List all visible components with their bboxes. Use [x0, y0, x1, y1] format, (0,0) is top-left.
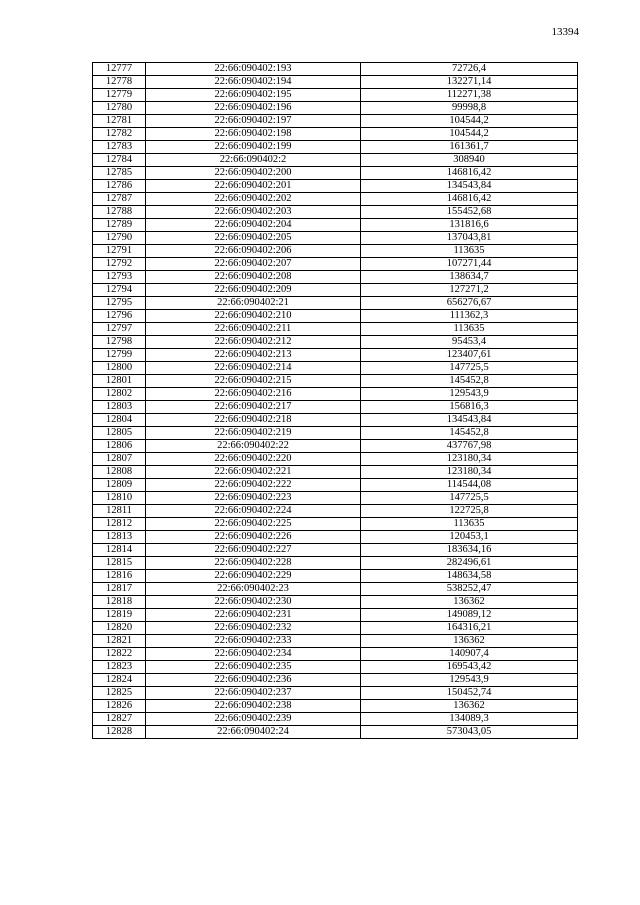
cadastral-number-cell: 22:66:090402:204	[146, 219, 361, 232]
cadastral-number-cell: 22:66:090402:220	[146, 453, 361, 466]
row-number-cell: 12790	[93, 232, 146, 245]
row-number-cell: 12779	[93, 89, 146, 102]
cadastral-number-cell: 22:66:090402:195	[146, 89, 361, 102]
row-number-cell: 12808	[93, 466, 146, 479]
cadastral-number-cell: 22:66:090402:215	[146, 375, 361, 388]
cadastral-value-cell: 113635	[361, 518, 578, 531]
table-row	[93, 388, 578, 401]
cadastral-number-cell: 22:66:090402:208	[146, 271, 361, 284]
cadastral-value-cell: 308940	[361, 154, 578, 167]
cadastral-value-cell: 99998,8	[361, 102, 578, 115]
cadastral-number-cell: 22:66:090402:235	[146, 661, 361, 674]
cadastral-value-cell: 107271,44	[361, 258, 578, 271]
cadastral-value-cell: 147725,5	[361, 362, 578, 375]
cadastral-number-cell: 22:66:090402:225	[146, 518, 361, 531]
cadastral-number-cell: 22:66:090402:196	[146, 102, 361, 115]
table-row	[93, 89, 578, 102]
table-row	[93, 726, 578, 739]
table-row	[93, 362, 578, 375]
table-row	[93, 544, 578, 557]
row-number-cell: 12816	[93, 570, 146, 583]
cadastral-value-cell: 95453,4	[361, 336, 578, 349]
row-number-cell: 12820	[93, 622, 146, 635]
table-row	[93, 310, 578, 323]
cadastral-number-cell: 22:66:090402:24	[146, 726, 361, 739]
row-number-cell: 12787	[93, 193, 146, 206]
cadastral-value-cell: 129543,9	[361, 388, 578, 401]
cadastral-value-cell: 123180,34	[361, 466, 578, 479]
cadastral-number-cell: 22:66:090402:197	[146, 115, 361, 128]
table-row	[93, 622, 578, 635]
row-number-cell: 12822	[93, 648, 146, 661]
row-number-cell: 12802	[93, 388, 146, 401]
cadastral-value-cell: 132271,14	[361, 76, 578, 89]
row-number-cell: 12800	[93, 362, 146, 375]
table-row	[93, 479, 578, 492]
cadastral-number-cell: 22:66:090402:231	[146, 609, 361, 622]
table-row	[93, 349, 578, 362]
row-number-cell: 12796	[93, 310, 146, 323]
cadastral-number-cell: 22:66:090402:238	[146, 700, 361, 713]
table-row	[93, 141, 578, 154]
cadastral-value-cell: 120453,1	[361, 531, 578, 544]
table-row	[93, 154, 578, 167]
row-number-cell: 12810	[93, 492, 146, 505]
row-number-cell: 12786	[93, 180, 146, 193]
table-row	[93, 609, 578, 622]
table-row	[93, 206, 578, 219]
row-number-cell: 12806	[93, 440, 146, 453]
cadastral-number-cell: 22:66:090402:229	[146, 570, 361, 583]
cadastral-value-cell: 183634,16	[361, 544, 578, 557]
cadastral-value-cell: 156816,3	[361, 401, 578, 414]
table-row	[93, 492, 578, 505]
row-number-cell: 12828	[93, 726, 146, 739]
row-number-cell: 12783	[93, 141, 146, 154]
cadastral-value-cell: 169543,42	[361, 661, 578, 674]
cadastral-value-cell: 127271,2	[361, 284, 578, 297]
cadastral-number-cell: 22:66:090402:201	[146, 180, 361, 193]
row-number-cell: 12784	[93, 154, 146, 167]
row-number-cell: 12807	[93, 453, 146, 466]
table-row	[93, 284, 578, 297]
cadastral-number-cell: 22:66:090402:210	[146, 310, 361, 323]
row-number-cell: 12778	[93, 76, 146, 89]
cadastral-number-cell: 22:66:090402:194	[146, 76, 361, 89]
page-number: 13394	[551, 26, 579, 38]
cadastral-value-cell: 149089,12	[361, 609, 578, 622]
table-row	[93, 102, 578, 115]
cadastral-number-cell: 22:66:090402:198	[146, 128, 361, 141]
cadastral-value-cell: 145452,8	[361, 375, 578, 388]
cadastral-value-cell: 123407,61	[361, 349, 578, 362]
cadastral-value-cell: 112271,38	[361, 89, 578, 102]
table-row	[93, 596, 578, 609]
row-number-cell: 12792	[93, 258, 146, 271]
row-number-cell: 12817	[93, 583, 146, 596]
table-row	[93, 518, 578, 531]
cadastral-number-cell: 22:66:090402:218	[146, 414, 361, 427]
cadastral-value-cell: 145452,8	[361, 427, 578, 440]
cadastral-number-cell: 22:66:090402:213	[146, 349, 361, 362]
row-number-cell: 12819	[93, 609, 146, 622]
cadastral-number-cell: 22:66:090402:227	[146, 544, 361, 557]
cadastral-number-cell: 22:66:090402:234	[146, 648, 361, 661]
cadastral-number-cell: 22:66:090402:206	[146, 245, 361, 258]
table-row	[93, 258, 578, 271]
row-number-cell: 12818	[93, 596, 146, 609]
cadastral-value-cell: 137043,81	[361, 232, 578, 245]
table-row	[93, 63, 578, 76]
cadastral-value-cell: 136362	[361, 635, 578, 648]
row-number-cell: 12805	[93, 427, 146, 440]
cadastral-number-cell: 22:66:090402:212	[146, 336, 361, 349]
cadastral-value-cell: 538252,47	[361, 583, 578, 596]
cadastral-number-cell: 22:66:090402:228	[146, 557, 361, 570]
row-number-cell: 12803	[93, 401, 146, 414]
table-body	[93, 63, 578, 739]
row-number-cell: 12793	[93, 271, 146, 284]
row-number-cell: 12780	[93, 102, 146, 115]
cadastral-number-cell: 22:66:090402:202	[146, 193, 361, 206]
cadastral-number-cell: 22:66:090402:233	[146, 635, 361, 648]
cadastral-value-cell: 111362,3	[361, 310, 578, 323]
row-number-cell: 12821	[93, 635, 146, 648]
cadastral-value-cell: 104544,2	[361, 128, 578, 141]
table-row	[93, 531, 578, 544]
table-row	[93, 661, 578, 674]
table-row	[93, 245, 578, 258]
table-row	[93, 232, 578, 245]
cadastral-number-cell: 22:66:090402:232	[146, 622, 361, 635]
row-number-cell: 12789	[93, 219, 146, 232]
cadastral-number-cell: 22:66:090402:207	[146, 258, 361, 271]
row-number-cell: 12815	[93, 557, 146, 570]
table-row	[93, 271, 578, 284]
cadastral-number-cell: 22:66:090402:22	[146, 440, 361, 453]
cadastral-number-cell: 22:66:090402:230	[146, 596, 361, 609]
cadastral-value-cell: 131816,6	[361, 219, 578, 232]
table-row	[93, 648, 578, 661]
cadastral-number-cell: 22:66:090402:200	[146, 167, 361, 180]
row-number-cell: 12781	[93, 115, 146, 128]
row-number-cell: 12827	[93, 713, 146, 726]
row-number-cell: 12785	[93, 167, 146, 180]
table-row	[93, 505, 578, 518]
cadastral-number-cell: 22:66:090402:219	[146, 427, 361, 440]
table-row	[93, 115, 578, 128]
cadastral-value-cell: 122725,8	[361, 505, 578, 518]
table-row	[93, 297, 578, 310]
cadastral-number-cell: 22:66:090402:23	[146, 583, 361, 596]
cadastral-value-cell: 134543,84	[361, 180, 578, 193]
cadastral-value-cell: 134543,84	[361, 414, 578, 427]
cadastral-number-cell: 22:66:090402:226	[146, 531, 361, 544]
row-number-cell: 12824	[93, 674, 146, 687]
row-number-cell: 12798	[93, 336, 146, 349]
cadastral-number-cell: 22:66:090402:237	[146, 687, 361, 700]
cadastral-value-cell: 136362	[361, 596, 578, 609]
cadastral-value-cell: 129543,9	[361, 674, 578, 687]
table-row	[93, 414, 578, 427]
table-row	[93, 323, 578, 336]
table-row	[93, 401, 578, 414]
cadastral-value-cell: 140907,4	[361, 648, 578, 661]
cadastral-number-cell: 22:66:090402:239	[146, 713, 361, 726]
cadastral-number-cell: 22:66:090402:216	[146, 388, 361, 401]
row-number-cell: 12826	[93, 700, 146, 713]
cadastral-value-cell: 104544,2	[361, 115, 578, 128]
row-number-cell: 12811	[93, 505, 146, 518]
table-row	[93, 466, 578, 479]
row-number-cell: 12812	[93, 518, 146, 531]
table-row	[93, 557, 578, 570]
table-row	[93, 674, 578, 687]
table-row	[93, 687, 578, 700]
cadastral-value-cell: 113635	[361, 323, 578, 336]
table-row	[93, 128, 578, 141]
table-row	[93, 375, 578, 388]
row-number-cell: 12777	[93, 63, 146, 76]
table-row	[93, 583, 578, 596]
cadastral-value-cell: 656276,67	[361, 297, 578, 310]
table-row	[93, 713, 578, 726]
cadastral-number-cell: 22:66:090402:203	[146, 206, 361, 219]
cadastral-number-cell: 22:66:090402:214	[146, 362, 361, 375]
cadastral-value-cell: 161361,7	[361, 141, 578, 154]
cadastral-number-cell: 22:66:090402:236	[146, 674, 361, 687]
cadastral-value-cell: 134089,3	[361, 713, 578, 726]
cadastral-value-cell: 148634,58	[361, 570, 578, 583]
table-row	[93, 700, 578, 713]
cadastral-number-cell: 22:66:090402:221	[146, 466, 361, 479]
table-row	[93, 570, 578, 583]
cadastral-value-cell: 123180,34	[361, 453, 578, 466]
row-number-cell: 12788	[93, 206, 146, 219]
cadastral-number-cell: 22:66:090402:209	[146, 284, 361, 297]
row-number-cell: 12814	[93, 544, 146, 557]
cadastral-number-cell: 22:66:090402:193	[146, 63, 361, 76]
cadastral-number-cell: 22:66:090402:224	[146, 505, 361, 518]
cadastral-value-cell: 136362	[361, 700, 578, 713]
row-number-cell: 12795	[93, 297, 146, 310]
row-number-cell: 12813	[93, 531, 146, 544]
cadastral-value-cell: 573043,05	[361, 726, 578, 739]
cadastral-value-cell: 146816,42	[361, 167, 578, 180]
table-row	[93, 427, 578, 440]
cadastral-value-cell: 282496,61	[361, 557, 578, 570]
cadastral-value-cell: 146816,42	[361, 193, 578, 206]
table-row	[93, 180, 578, 193]
cadastral-number-cell: 22:66:090402:217	[146, 401, 361, 414]
cadastral-number-cell: 22:66:090402:2	[146, 154, 361, 167]
cadastral-value-cell: 150452,74	[361, 687, 578, 700]
cadastral-number-cell: 22:66:090402:223	[146, 492, 361, 505]
cadastral-value-cell: 437767,98	[361, 440, 578, 453]
row-number-cell: 12797	[93, 323, 146, 336]
table-row	[93, 336, 578, 349]
row-number-cell: 12825	[93, 687, 146, 700]
cadastral-value-table	[92, 62, 578, 739]
cadastral-value-cell: 147725,5	[361, 492, 578, 505]
cadastral-number-cell: 22:66:090402:222	[146, 479, 361, 492]
table-row	[93, 193, 578, 206]
cadastral-value-cell: 114544,08	[361, 479, 578, 492]
cadastral-value-cell: 113635	[361, 245, 578, 258]
table-row	[93, 76, 578, 89]
row-number-cell: 12801	[93, 375, 146, 388]
cadastral-value-cell: 164316,21	[361, 622, 578, 635]
row-number-cell: 12782	[93, 128, 146, 141]
cadastral-number-cell: 22:66:090402:21	[146, 297, 361, 310]
table-row	[93, 440, 578, 453]
table-row	[93, 219, 578, 232]
row-number-cell: 12804	[93, 414, 146, 427]
cadastral-number-cell: 22:66:090402:211	[146, 323, 361, 336]
row-number-cell: 12794	[93, 284, 146, 297]
cadastral-value-cell: 72726,4	[361, 63, 578, 76]
cadastral-value-cell: 138634,7	[361, 271, 578, 284]
cadastral-number-cell: 22:66:090402:205	[146, 232, 361, 245]
row-number-cell: 12823	[93, 661, 146, 674]
table-row	[93, 635, 578, 648]
table-row	[93, 453, 578, 466]
table-row	[93, 167, 578, 180]
cadastral-number-cell: 22:66:090402:199	[146, 141, 361, 154]
row-number-cell: 12791	[93, 245, 146, 258]
row-number-cell: 12799	[93, 349, 146, 362]
cadastral-value-cell: 155452,68	[361, 206, 578, 219]
row-number-cell: 12809	[93, 479, 146, 492]
